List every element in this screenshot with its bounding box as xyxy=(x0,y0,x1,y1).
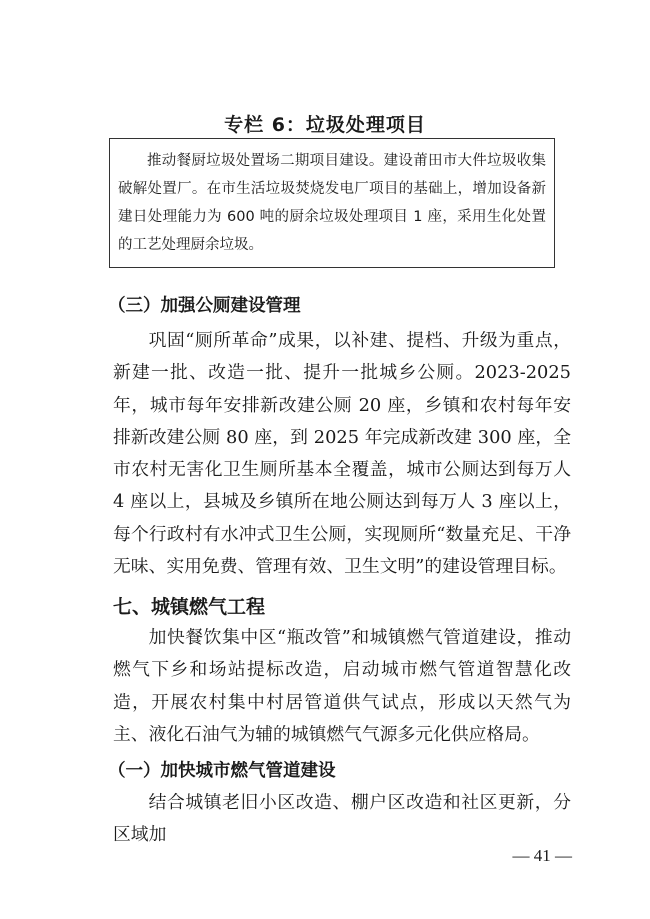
chapter-paragraph-urban-gas: 加快餐饮集中区“瓶改管”和城镇燃气管道建设，推动燃气下乡和场站提标改造，启动城市燃气管道智慧化改造，开展农村集中村居管道供气试点，形成以天然气为主、液化石油气为辅的城镇燃气气源多元化供应格局。 xyxy=(113,627,571,745)
column-box-title: 专栏 6：垃圾处理项目 xyxy=(224,114,426,136)
section-paragraph-gas-pipeline: 结合城镇老旧小区改造、棚户区改造和社区更新，分区域加 xyxy=(113,792,571,846)
page-number: — 41 — xyxy=(512,846,572,865)
section-heading-gas-pipeline: （一）加快城市燃气管道建设 xyxy=(108,761,336,781)
column-box-text: 推动餐厨垃圾处置场二期项目建设。建设莆田市大件垃圾收集破解处置厂。在市生活垃圾焚烧发电厂项目的基础上，增加设备新建日处理能力为 600 吨的厨余垃圾处理项目 1 座，采用生化处置的工艺处理厨余垃圾。 xyxy=(118,153,546,253)
section-heading-public-toilets: （三）加强公厕建设管理 xyxy=(108,296,301,316)
section-paragraph-public-toilets: 巩固“厕所革命”成果，以补建、提档、升级为重点，新建一批、改造一批、提升一批城乡公厕。2023-2025 年，城市每年安排新改建公厕 20 座，乡镇和农村每年安排新改建公厕 80 座，到 2025 年完成新改建 300 座，全市农村无害化卫生厕所基本全覆盖，城市公厕达到每万人 4 座以上，县城及乡镇所在地公厕达到每万人 3 座以上，每个行政村有水冲式卫生公厕，实现厕所“数量充足、干净无味、实用免费、管理有效、卫生文明”的建设管理目标。 xyxy=(113,330,571,578)
column-box xyxy=(109,138,555,268)
chapter-heading-urban-gas: 七、城镇燃气工程 xyxy=(113,596,266,618)
